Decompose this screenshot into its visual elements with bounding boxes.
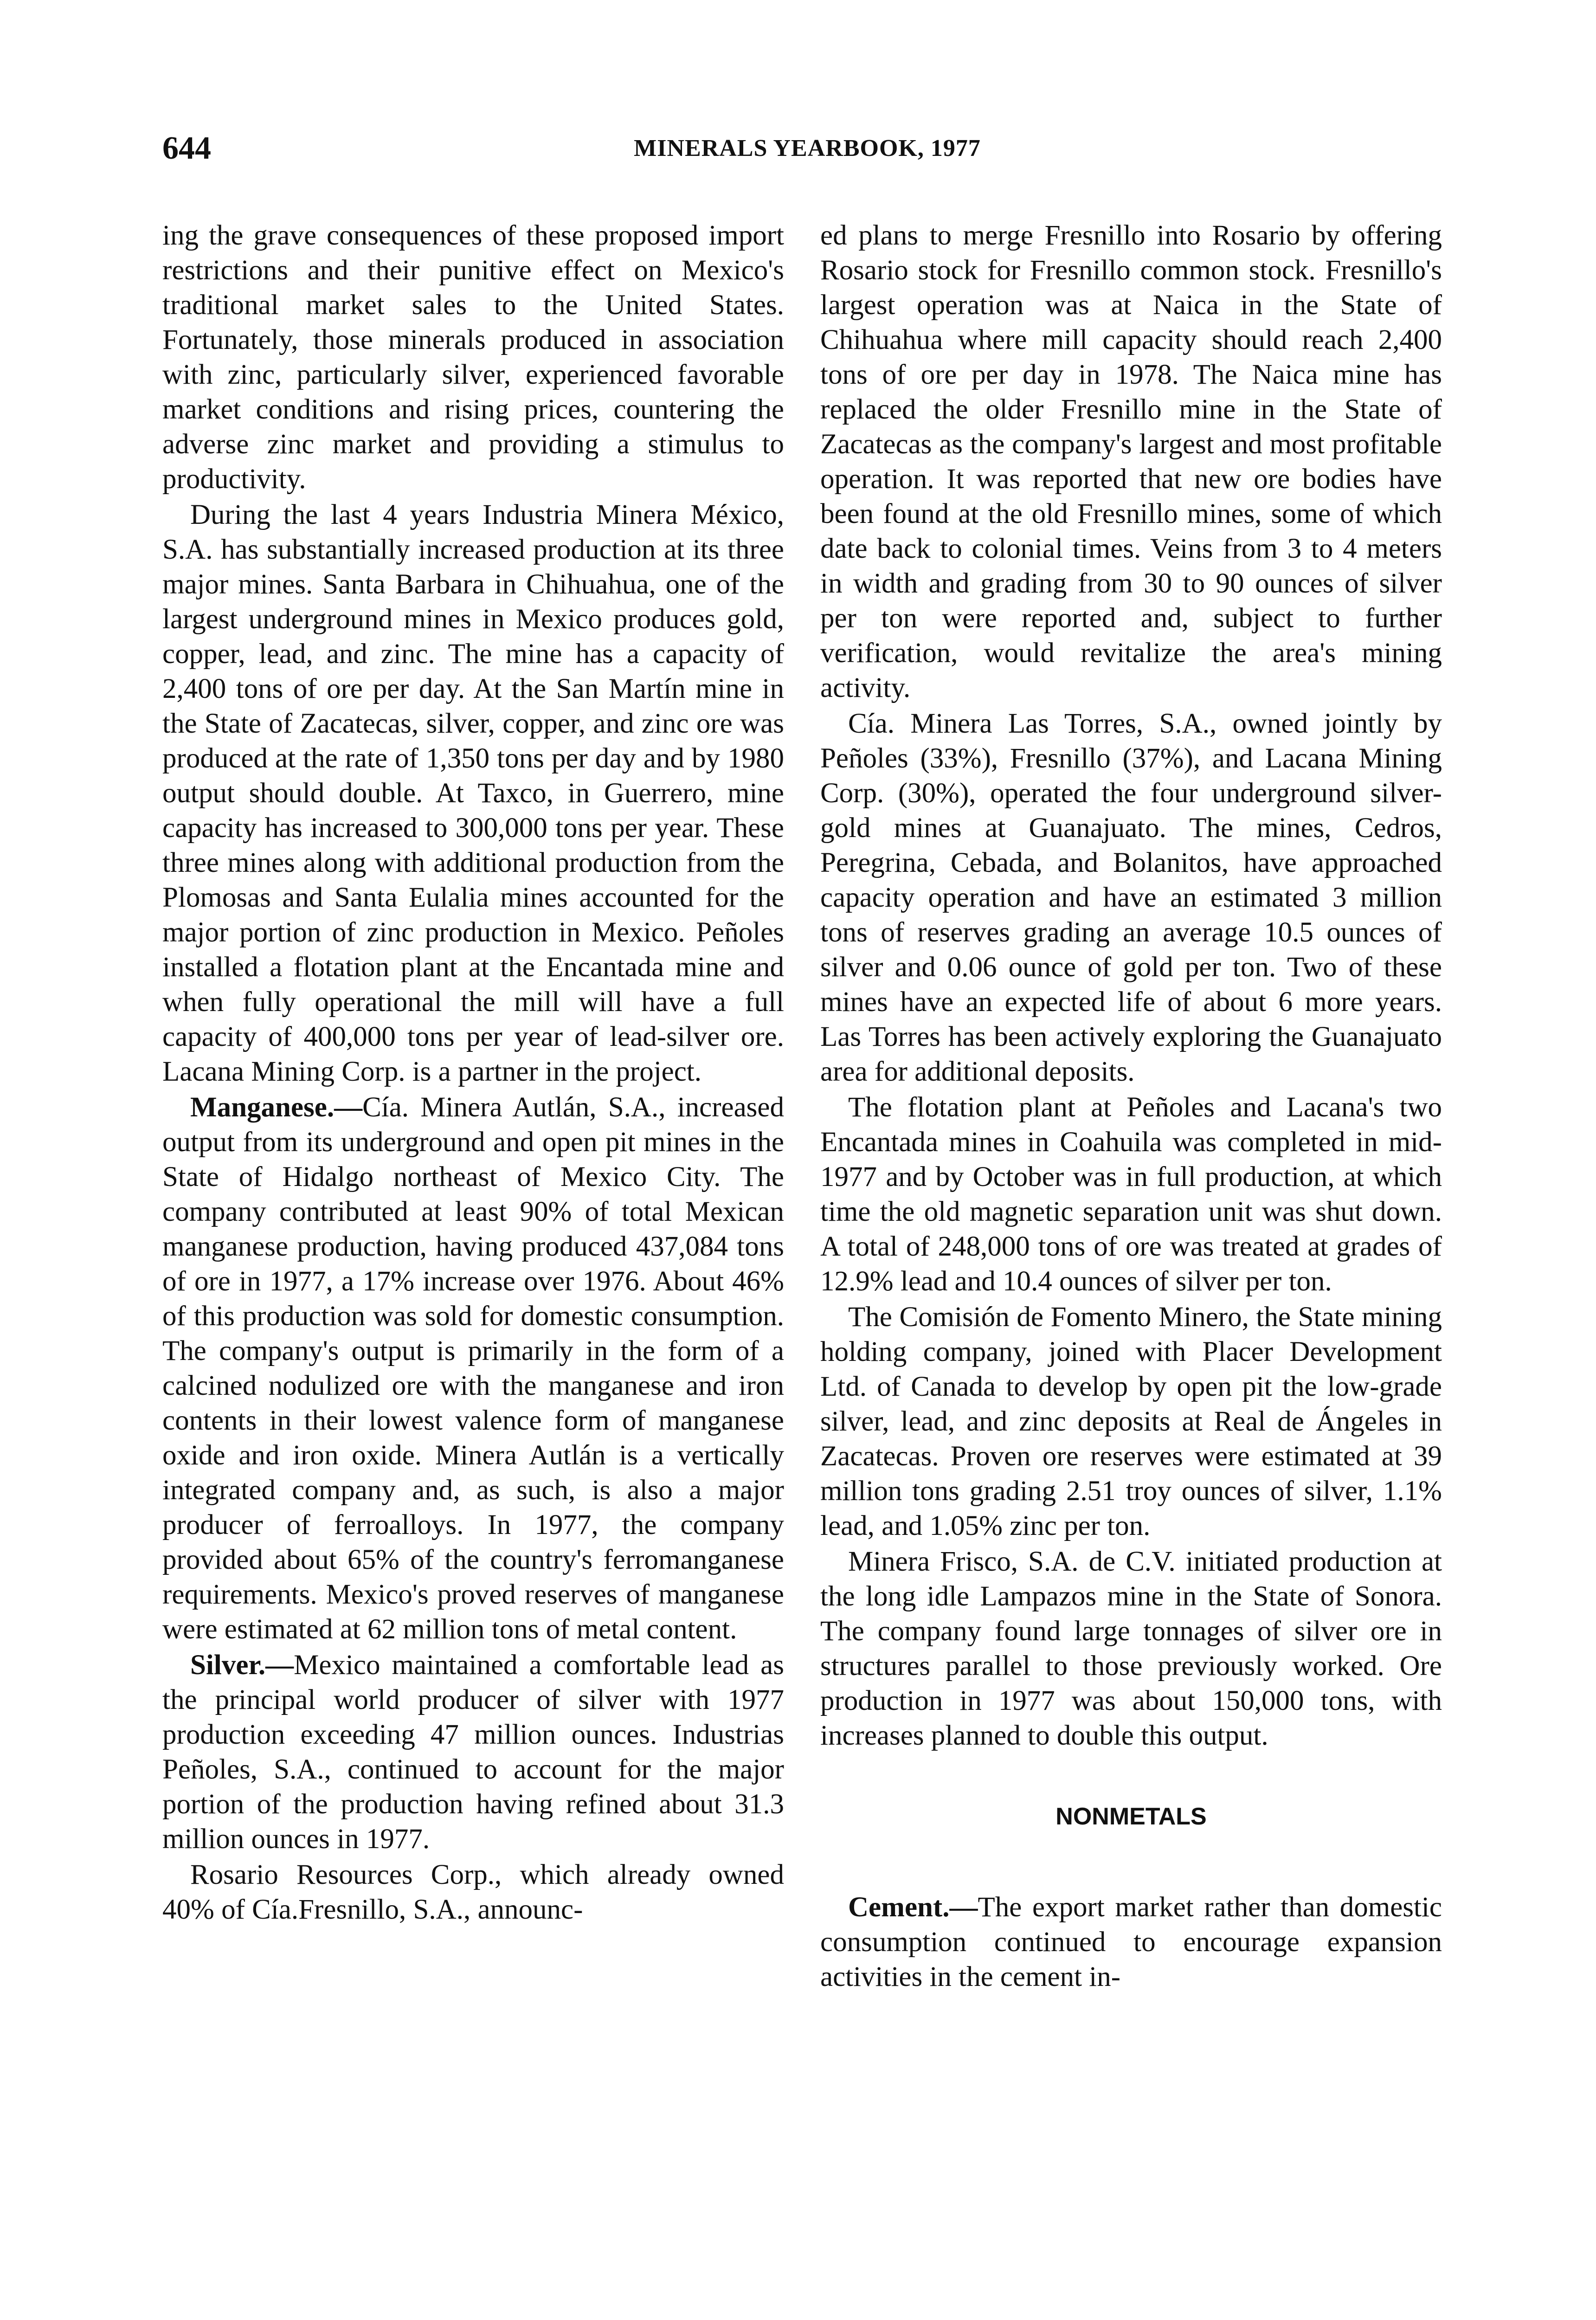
page-header [162, 125, 1452, 172]
paragraph-silver [162, 1648, 784, 1856]
manganese-text: Cía. Minera Autlán, S.A., increased output from its underground and open pit mines in the State of Hidalgo northeast of Mexico City. The company contributed at least 90% of total Mexican manganese production, having produced 437,084 tons of ore in 1977, a 17% increase over 1976. About 46% of this production was sold for domestic consumption. The company's output is primarily in the form of a calcined nodulized ore with the manganese and iron contents in their lowest valence form of manganese oxide and iron oxide. Minera Autlán is a vertically integrated company and, as such, is also a major producer of ferroalloys. In 1977, the company provided about 65% of the country's ferromanganese requirements. Mexico's proved reserves of manganese were estimated at 62 million tons of metal content. [162, 1092, 784, 1645]
paragraph-minera-frisco: Minera Frisco, S.A. de C.V. initiated production at the long idle Lampazos mine in the State of Sonora. The company found large tonnages of silver ore in structures parallel to those previously worked. Ore production in 1977 was about 150,000 tons, with increases planned to double this output. [820, 1546, 1442, 1751]
silver-lead-in: Silver.— [190, 1650, 294, 1681]
paragraph-flotation-plant: The flotation plant at Peñoles and Lacana's two Encantada mines in Coahuila was completed in mid-1977 and by October was in full production, at which time the old magnetic separation unit was shut down. A total of 248,000 tons of ore was treated at grades of 12.9% lead and 10.4 ounces of silver per ton. [820, 1092, 1442, 1297]
manganese-lead-in: Manganese.— [190, 1092, 363, 1123]
paragraph-cement [820, 1890, 1442, 1994]
section-heading-nonmetals: NONMETALS [1055, 1803, 1207, 1830]
left-column [162, 218, 784, 1928]
cement-lead-in: Cement.— [848, 1892, 978, 1923]
right-column [820, 218, 1442, 1995]
page-number: 644 [162, 130, 211, 166]
paragraph-import-restrictions: ing the grave consequences of these proposed import restrictions and their punitive effect on Mexico's traditional market sales to the United States. Fortunately, those minerals produced in association with zinc, particularly silver, experienced favorable market conditions and rising prices, countering the adverse zinc market and providing a stimulus to productivity. [162, 220, 784, 495]
paragraph-fresnillo: ed plans to merge Fresnillo into Rosario by offering Rosario stock for Fresnillo common stock. Fresnillo's largest operation was at Naica in the State of Chihuahua where mill capacity should reach 2,400 tons of ore per day in 1978. The Naica mine has replaced the older Fresnillo mine in the State of Zacatecas as the company's largest and most profitable operation. It was reported that new ore bodies have been found at the old Fresnillo mines, some of which date back to colonial times. Veins from 3 to 4 meters in width and grading from 30 to 90 ounces of silver per ton were reported and, subject to further verification, would revitalize the area's mining activity. [820, 220, 1442, 703]
paragraph-industria-minera: During the last 4 years Industria Minera México, S.A. has substantially increased production at its three major mines. Santa Barbara in Chihuahua, one of the largest underground mines in Mexico produces gold, copper, lead, and zinc. The mine has a capacity of 2,400 tons of ore per day. At the San Martín mine in the State of Zacatecas, silver, copper, and zinc ore was produced at the rate of 1,350 tons per day and by 1980 output should double. At Taxco, in Guerrero, mine capacity has increased to 300,000 tons per year. These three mines along with additional production from the Plomosas and Santa Eulalia mines accounted for the major portion of zinc production in Mexico. Peñoles installed a flotation plant at the Encantada mine and when fully operational the mill will have a full capacity of 400,000 tons per year of lead-silver ore. Lacana Mining Corp. is a partner in the project. [162, 499, 784, 1087]
paragraph-fomento-minero: The Comisión de Fomento Minero, the State mining holding company, joined with Placer Development Ltd. of Canada to develop by open pit the low-grade silver, lead, and zinc deposits at Real de Ángeles in Zacatecas. Proven ore reserves were estimated at 39 million tons grading 2.51 troy ounces of silver, 1.1% lead, and 1.05% zinc per ton. [820, 1302, 1442, 1541]
paragraph-las-torres: Cía. Minera Las Torres, S.A., owned jointly by Peñoles (33%), Fresnillo (37%), and Lacana Mining Corp. (30%), operated the four underground silver-gold mines at Guanajuato. The mines, Cedros, Peregrina, Cebada, and Bolanitos, have approached capacity operation and have an estimated 3 million tons of reserves grading an average 10.5 ounces of silver and 0.06 ounce of gold per ton. Two of these mines have an expected life of about 6 more years. Las Torres has been actively exploring the Guanajuato area for additional deposits. [820, 708, 1442, 1087]
paragraph-manganese [162, 1090, 784, 1647]
running-title: MINERALS YEARBOOK, 1977 [634, 135, 981, 161]
silver-text: Mexico maintained a comfortable lead as the principal world producer of silver with 1977 production exceeding 47 million ounces. Industrias Peñoles, S.A., continued to account for the major portion of the production having refined about 31.3 million ounces in 1977. [162, 1650, 784, 1855]
paragraph-rosario: Rosario Resources Corp., which already owned 40% of Cía.Fresnillo, S.A., announc- [162, 1859, 784, 1925]
cement-text: The export market rather than domestic consumption continued to encourage expansion activities in the cement in- [820, 1892, 1442, 1992]
